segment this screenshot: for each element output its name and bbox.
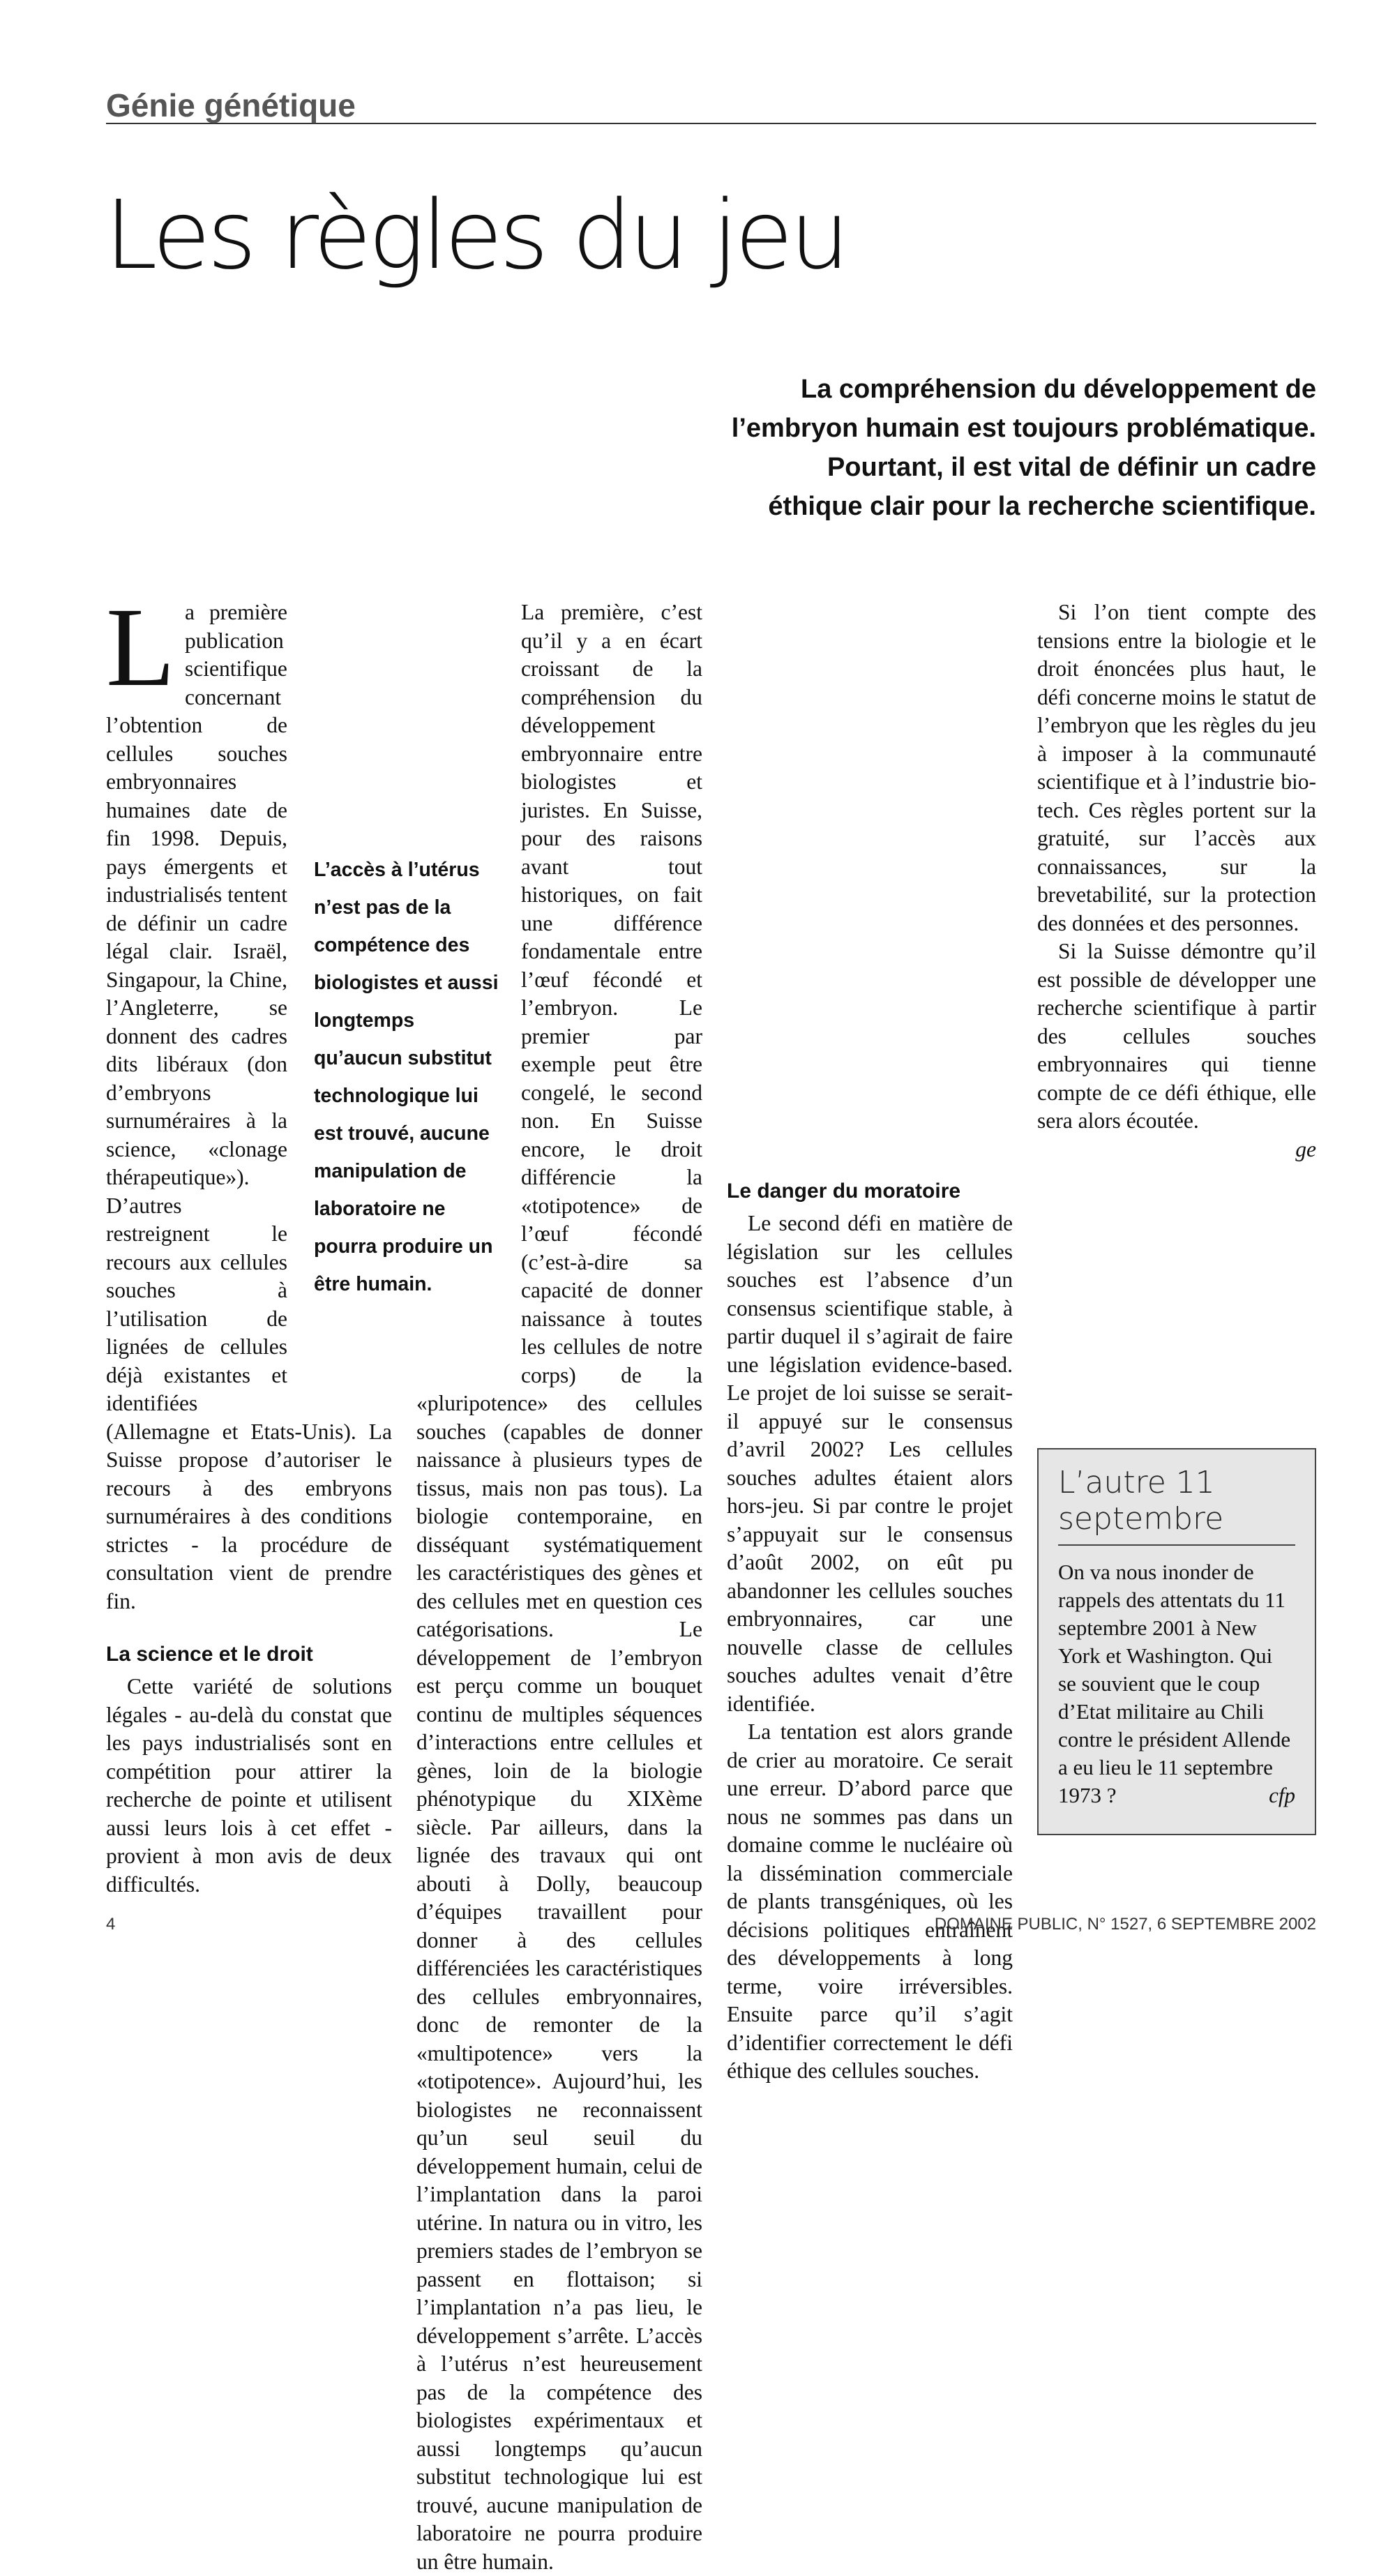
paragraph: La première, c’est qu’il y a en écart croissant de la compréhension du développement embryonnaire entre biologistes et juristes. En Suisse, pour des raisons avant tout historiques, on fait une différence fondamentale entre l’œuf fécondé et l’embryon. Le premier par exemple peut être congelé, le second non. En Suisse encore, le droit différencie la «totipotence» de l’œuf fécondé (c’est-à-dire sa capacité de donner naissance à toutes les cellules de notre corps) de la «pluripotence» des cellules souches (capables de donner naissance à plusieurs types de tissus, mais non pas tous). La biologie contemporaine, en disséquant systématiquement les caractéristiques des gènes et des cellules met en question ces catégorisations. Le développement de l’embryon est perçu comme un bouquet continu de multiples séquences d’interactions entre cellules et gènes, loin de la biologie phénotypique du XIXème siècle. Par ailleurs, dans la lignée des travaux qui ont abouti à Dolly, beaucoup d’équipes travaillent pour donner à des cellules différenciées les caractéristiques des cellules embryonnaires, donc de remonter de la «multipotence» vers la «totipotence». Aujourd’hui, les biologistes ne reconnaissent qu’un seul seuil du développement humain, celui de l’implantation dans la paroi utérine. In natura ou in vitro, les premiers stades de l’embryon se passent en flottaison; si l’implantation n’a pas lieu, le développement s’arrête. L’accès à l’utérus n’est heureusement pas de la compétence des biologistes expérimentaux et aussi longtemps qu’aucun substitut technologique lui est trouvé, aucune manipulation de laboratoire ne pourra produire un être humain. bbox=[416, 600, 702, 2574]
lead-line: l’embryon humain est toujours problématique. bbox=[731, 414, 1316, 443]
subheading-danger-moratoire: Le danger du moratoire bbox=[727, 1180, 961, 1203]
paragraph: Si l’on tient compte des tensions entre la biologie et le droit énoncées plus haut, le défi concerne moins le statut de l’embryon que les règles du jeu à imposer à la communauté scientifique et à l’industrie bio-tech. Ces règles portent sur la gratuité, sur l’accès aux connaissances, sur la brevetabilité, sur la protection des données et des personnes. bbox=[1037, 600, 1316, 935]
paragraph: La tentation est alors grande de crier au moratoire. Ce serait une erreur. D’abord parce que nous ne sommes pas dans un domaine comme le nucléaire où la dissémination commerciale de plants transgéniques, où les décisions politiques entraînent des développements à long terme, voire irréversibles. Ensuite parce qu’il s’agit d’identifier correctement le défi éthique des cellules souches. bbox=[727, 1719, 1013, 2083]
sidebar-text: On va nous inonder de rappels des attentats du 11 septembre 2001 à New York et Washington. Qui se souvient que le coup d’Etat militaire au Chili contre le président Allende a eu lieu le 11 septembre 1973 ? bbox=[1058, 1560, 1291, 1807]
drop-cap: L bbox=[106, 585, 175, 710]
sidebar-body bbox=[1058, 1558, 1295, 1809]
article-column-4 bbox=[1037, 598, 1316, 1163]
paragraph: Cette variété de solutions légales - au-delà du constat que les pays industrialisés sont en compétition pour attirer la recherche de pointe et utilisent aussi leurs lois à cet effet - provient à mon avis de deux difficultés. bbox=[106, 1674, 392, 1897]
lead-line: La compréhension du développement de bbox=[800, 375, 1316, 404]
author-signature: ge bbox=[1295, 1136, 1316, 1161]
section-label: Génie génétique bbox=[106, 88, 1316, 124]
publication-info: DOMAINE PUBLIC, N° 1527, 6 SEPTEMBRE 2002 bbox=[934, 1915, 1316, 1934]
article-lead bbox=[514, 370, 1316, 526]
paragraph: Le second défi en matière de législation sur les cellules souches est l’absence d’un consensus scientifique stable, à partir duquel il s’agirait de faire une législation evidence-based. Le projet de loi suisse se serait-il appuyé sur le consensus d’avril 2002? Les cellules souches adultes étaient alors hors-jeu. Si par contre le projet s’appuyait sur le consensus d’août 2002, on eût pu abandonner les cellules souches embryonnaires, car une nouvelle classe de cellules souches adultes venait d’être identifiée. bbox=[727, 1211, 1013, 1716]
pull-quote: L’accès à l’utérus n’est pas de la compétence des biologistes et aussi longtemps qu’aucun substitut technologique lui est trouvé, aucune manipulation de laboratoire ne pourra produire un être humain. bbox=[314, 851, 501, 1303]
sidebar-signature: cfp bbox=[1269, 1783, 1295, 1807]
sidebar-title: L’autre 11 septembre bbox=[1058, 1465, 1295, 1546]
paragraph-intro: a première publication scientifique concernant l’obtention de cellules souches embryonnaires humaines date de fin 1998. Depuis, pays émergents et industrialisés tentent de définir un cadre légal clair. Israël, Singapour, la Chine, l’Angleterre, se donnent des cadres dits libéraux (don d’embryons surnuméraires à la science, «clonage thérapeutique»). D’autres restreignent le recours aux cellules souches à l’utilisation de lignées de cellules déjà existantes et identifiées (Allemagne et Etats-Unis). La Suisse propose d’autoriser le recours à des embryons surnuméraires à des conditions strictes - la procédure de consultation vient de prendre fin. bbox=[106, 600, 392, 1613]
lead-line: Pourtant, il est vital de définir un cadre bbox=[827, 453, 1316, 482]
sidebar-box bbox=[1037, 1448, 1316, 1835]
lead-line: éthique clair pour la recherche scientifique. bbox=[768, 492, 1316, 521]
article-title: Les règles du jeu bbox=[105, 181, 847, 291]
paragraph: Si la Suisse démontre qu’il est possible de développer une recherche scientifique à partir des cellules souches embryonnaires qui tienne compte de ce défi éthique, elle sera alors écoutée. bbox=[1037, 939, 1316, 1133]
page-number: 4 bbox=[106, 1915, 116, 1934]
article-column-3 bbox=[727, 598, 1013, 2083]
subheading-science-droit: La science et le droit bbox=[106, 1643, 313, 1666]
